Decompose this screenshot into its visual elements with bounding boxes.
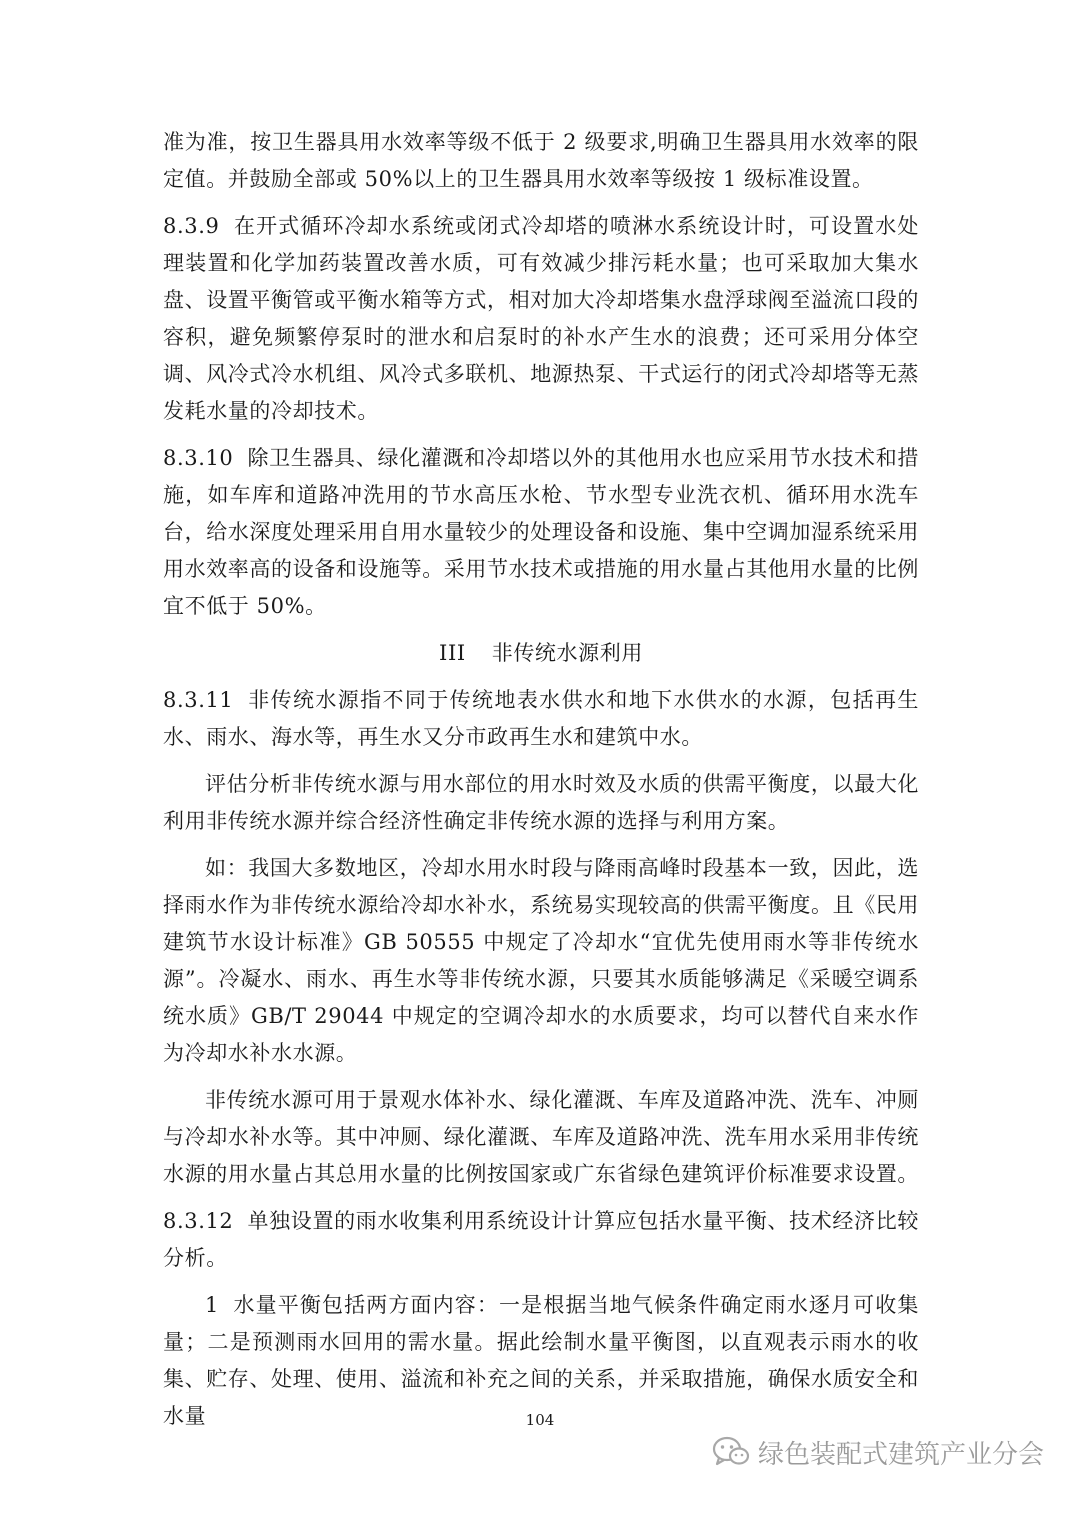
page-body xyxy=(163,124,919,1445)
list-text: 水量平衡包括两方面内容：一是根据当地气候条件确定雨水逐月可收集量；二是预测雨水回用的需水量。据此绘制水量平衡图，以直观表示雨水的收集、贮存、处理、使用、溢流和补充之间的关系，并采取措施，确保水质安全和水量 xyxy=(163,1293,919,1428)
paragraph-continuation: 准为准，按卫生器具用水效率等级不低于 2 级要求,明确卫生器具用水效率的限定值。并鼓励全部或 50%以上的卫生器具用水效率等级按 1 级标准设置。 xyxy=(163,130,919,191)
clause-8-3-9 xyxy=(163,208,919,430)
section-title: 非传统水源利用 xyxy=(491,641,643,665)
clause-number: 8.3.12 xyxy=(163,1209,234,1233)
clause-8-3-11 xyxy=(163,682,919,756)
wechat-icon xyxy=(712,1435,750,1469)
clause-8-3-12 xyxy=(163,1203,919,1277)
section-roman-numeral: III xyxy=(439,641,466,665)
paragraph-example: 如：我国大多数地区，冷却水用水时段与降雨高峰时段基本一致，因此，选择雨水作为非传统水源给冷却水补水，系统易实现较高的供需平衡度。且《民用建筑节水设计标准》GB 50555 中规定了冷却水“宜优先使用雨水等非传统水源”。冷凝水、雨水、再生水等非传统水源，只要其水质能够满足《采暖空调系统水质》GB/T 29044 中规定的空调冷却水的水质要求，均可以替代自来水作为冷却水补水水源。 xyxy=(163,856,919,1065)
clause-text: 在开式循环冷却水系统或闭式冷却塔的喷淋水系统设计时，可设置水处理装置和化学加药装置改善水质，可有效减少排污耗水量；也可采取加大集水盘、设置平衡管或平衡水箱等方式，相对加大冷却塔集水盘浮球阀至溢流口段的容积，避免频繁停泵时的泄水和启泵时的补水产生水的浪费；还可采用分体空调、风冷式冷水机组、风冷式多联机、地源热泵、干式运行的闭式冷却塔等无蒸发耗水量的冷却技术。 xyxy=(163,214,919,423)
clause-text: 非传统水源指不同于传统地表水供水和地下水供水的水源，包括再生水、雨水、海水等，再生水又分市政再生水和建筑中水。 xyxy=(163,688,919,749)
clause-8-3-10 xyxy=(163,440,919,625)
clause-number: 8.3.9 xyxy=(163,214,220,238)
page-number: 104 xyxy=(525,1411,555,1429)
clause-number: 8.3.11 xyxy=(163,688,234,712)
list-number: 1 xyxy=(205,1293,219,1317)
clause-text: 除卫生器具、绿化灌溉和冷却塔以外的其他用水也应采用节水技术和措施，如车库和道路冲洗用的节水高压水枪、节水型专业洗衣机、循环用水洗车台，给水深度处理采用自用水量较少的处理设备和设施、集中空调加湿系统采用用水效率高的设备和设施等。采用节水技术或措施的用水量占其他用水量的比例宜不低于 50%。 xyxy=(163,446,919,618)
watermark xyxy=(712,1432,1044,1472)
watermark-text: 绿色装配式建筑产业分会 xyxy=(757,1439,1044,1470)
clause-number: 8.3.10 xyxy=(163,446,234,470)
paragraph-evaluation: 评估分析非传统水源与用水部位的用水时效及水质的供需平衡度，以最大化利用非传统水源并综合经济性确定非传统水源的选择与利用方案。 xyxy=(163,772,919,833)
clause-text: 单独设置的雨水收集利用系统设计计算应包括水量平衡、技术经济比较分析。 xyxy=(163,1209,919,1270)
paragraph-usage: 非传统水源可用于景观水体补水、绿化灌溉、车库及道路冲洗、洗车、冲厕与冷却水补水等。其中冲厕、绿化灌溉、车库及道路冲洗、洗车用水采用非传统水源的用水量占其总用水量的比例按国家或广东省绿色建筑评价标准要求设置。 xyxy=(163,1088,919,1186)
section-heading xyxy=(163,635,919,672)
